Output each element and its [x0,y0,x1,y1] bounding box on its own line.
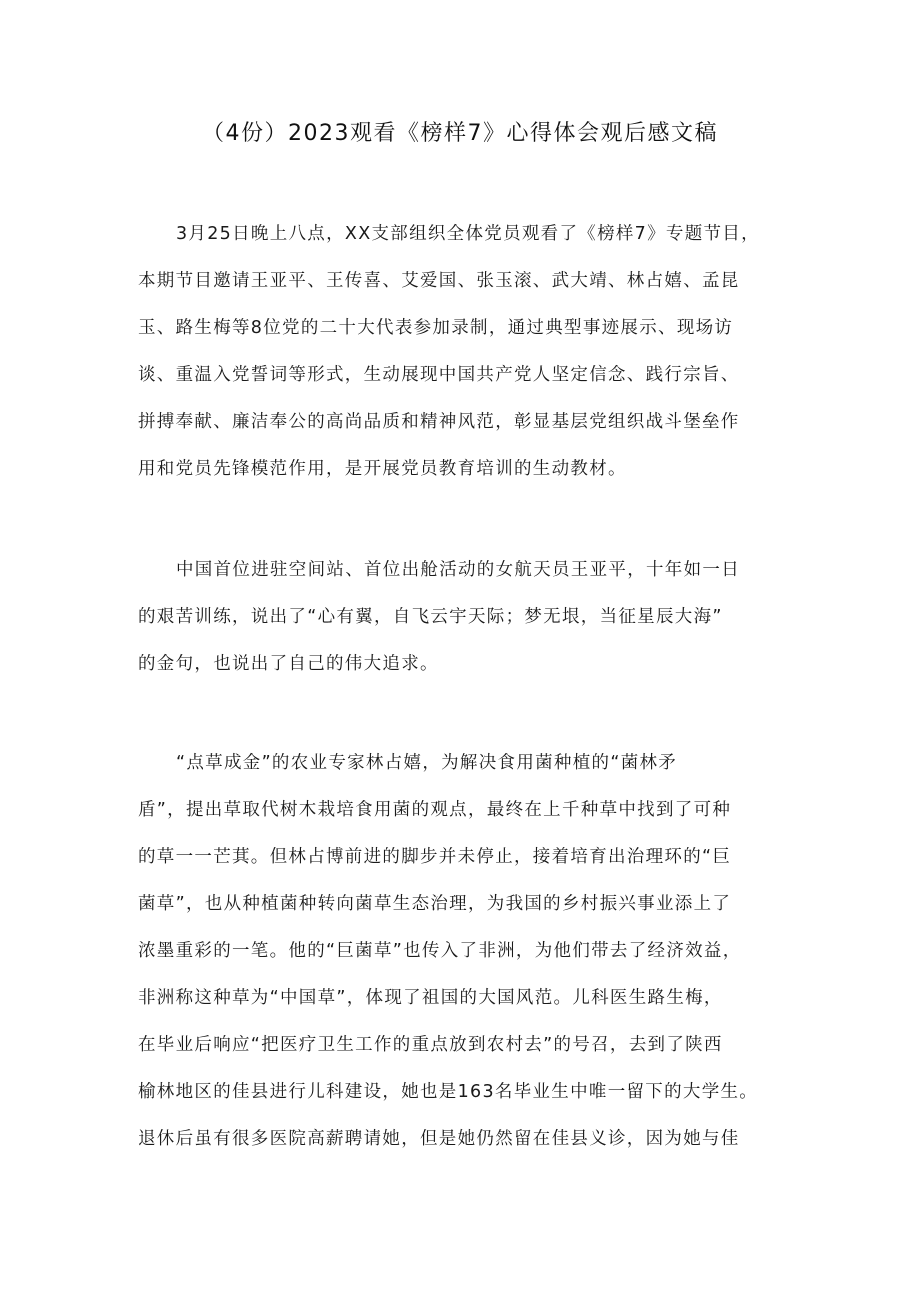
paragraph-line: 谈、重温入党誓词等形式，生动展现中国共产党人坚定信念、践行宗旨、 [138,365,740,385]
paragraph-line: 中国首位进驻空间站、首位出舱活动的女航天员王亚平，十年如一日 [176,560,740,580]
paragraph-line: “点草成金”的农业专家林占嬉，为解决食用菌种植的“菌林矛 [176,753,678,773]
paragraph-line: 盾”，提出草取代树木栽培食用菌的观点，最终在上千种草中找到了可种 [138,800,732,820]
paragraph-line: 浓墨重彩的一笔。他的“巨菌草”也传入了非洲，为他们带去了经济效益， [138,941,742,961]
paragraph-line: 在毕业后响应“把医疗卫生工作的重点放到农村去”的号召，去到了陕西 [138,1035,723,1055]
paragraph-line: 菌草”，也从种植菌种转向菌草生态治理，为我国的乡村振兴事业添上了 [138,894,732,914]
paragraph-line: 非洲称这种草为“中国草”，体现了祖国的大国风范。儿科医生路生梅， [138,988,723,1008]
document-title: （4份）2023观看《榜样7》心得体会观后感文稿 [202,121,718,146]
paragraph-line: 退休后虽有很多医院高薪聘请她，但是她仍然留在佳县义诊，因为她与佳 [138,1129,740,1149]
paragraph-line: 的金句，也说出了自己的伟大追求。 [138,654,439,674]
paragraph-line: 的艰苦训练，说出了“心有翼，自飞云宇天际；梦无垠，当征星辰大海” [138,607,723,627]
paragraph-line: 榆林地区的佳县进行儿科建设，她也是163名毕业生中唯一留下的大学生。 [138,1082,759,1102]
paragraph-line: 3月25日晚上八点，XX支部组织全体党员观看了《榜样7》专题节目， [176,224,760,244]
paragraph-line: 用和党员先锋模范作用，是开展党员教育培训的生动教材。 [138,459,627,479]
paragraph-line: 玉、路生梅等8位党的二十大代表参加录制，通过典型事迹展示、现场访 [138,318,734,338]
paragraph-line: 拼搏奉献、廉洁奉公的高尚品质和精神风范，彰显基层党组织战斗堡垒作 [138,412,740,432]
paragraph-line: 本期节目邀请王亚平、王传喜、艾爱国、张玉滚、武大靖、林占嬉、孟昆 [138,271,740,291]
paragraph-line: 的草一一芒萁。但林占博前进的脚步并未停止，接着培育出治理环的“巨 [138,847,732,867]
